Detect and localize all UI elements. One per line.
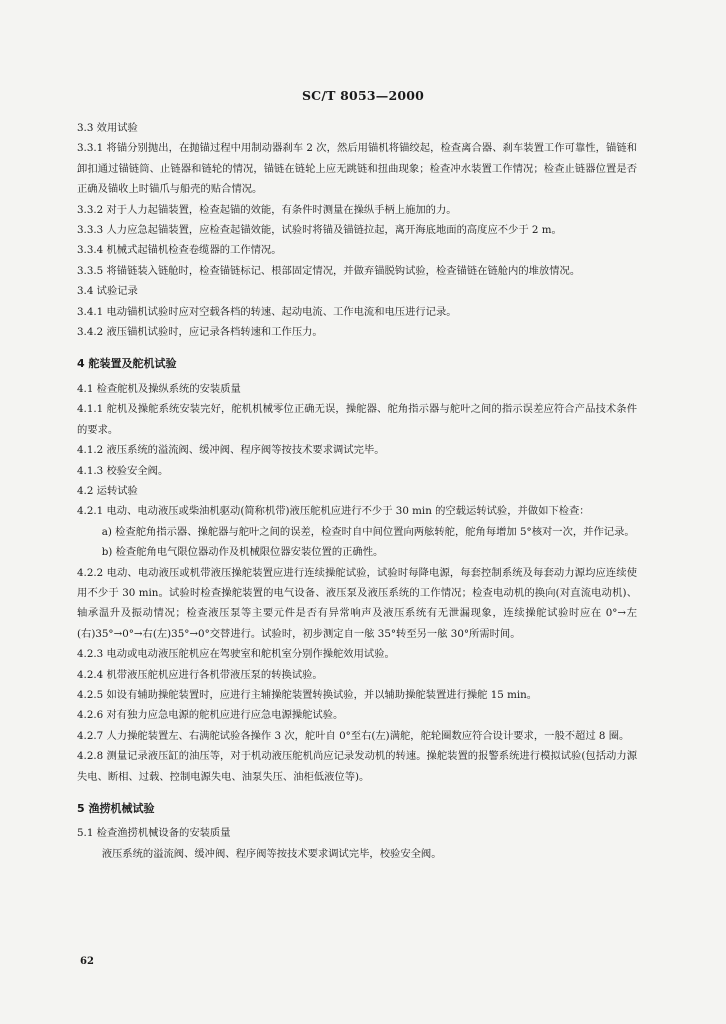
clause-paragraph: 4.2.7 人力操舵装置左、右满舵试验各操作 3 次，舵叶自 0°至右(左)满舵，舵轮圈数应符合设计要求，一般不超过 8 圈。 [77,729,630,742]
section-heading: 5.1 检查渔捞机械设备的安装质量 [77,827,231,840]
clause-paragraph: 3.3.5 将锚链装入链舱时，检查锚链标记、根部固定情况，并做弃锚脱钩试验，检查锚链在链舱内的堆放情况。 [77,264,581,277]
section-heading: 3.4 试验记录 [77,285,138,298]
chapter-heading: 4 舵装置及舵机试验 [77,357,177,371]
clause-paragraph: 4.2.2 电动、电动液压或机带液压操舵装置应进行连续操舵试验，试验时每降电源，每套控制系统及每套动力源均应连续使用不少于 30 min。试验时检查操舵装置的电气设备、液压泵及液压系统的工作情况；检查电动机的换向(对直流电动机)、轴承温升及振动情况；检查液压泵等主要元件是否有异常响声及液压系统有无泄漏现象，连续操舵试验时应在 0°→左(右)35°→0°→右(左)35°→0°交替进行。试验时，初步测定自一舷 35°转至另一舷 30°所需时间。 [77,566,637,640]
clause-paragraph: 4.2.8 测量记录液压缸的油压等，对于机动液压舵机尚应记录发动机的转速。操舵装置的报警系统进行模拟试验(包括动力源失电、断相、过载、控制电源失电、油泵失压、油柜低液位等)。 [77,750,637,783]
section-heading: 4.1 检查舵机及操纵系统的安装质量 [77,382,241,395]
clause-paragraph: 3.4.2 液压锚机试验时，应记录各档转速和工作压力。 [77,326,323,339]
chapter-heading: 5 渔捞机械试验 [77,802,155,815]
clause-paragraph: 4.2.3 电动或电动液压舵机应在驾驶室和舵机室分别作操舵效用试验。 [77,648,395,661]
clause-paragraph: 4.2.1 电动、电动液压或柴油机驱动(简称机带)液压舵机应进行不少于 30 min 的空载运转试验，并做如下检查： [77,505,590,518]
clause-paragraph: 4.2.4 机带液压舵机应进行各机带液压泵的转换试验。 [77,668,323,681]
clause-paragraph: 3.3.4 机械式起锚机检查卷缆器的工作情况。 [77,244,282,257]
clause-paragraph: 4.1.1 舵机及操舵系统安装完好，舵机机械零位正确无误，操舵器、舵角指示器与舵叶之间的指示误差应符合产品技术条件的要求。 [77,403,637,436]
page-number: 62 [80,956,94,967]
clause-paragraph: 3.4.1 电动锚机试验时应对空载各档的转速、起动电流、工作电流和电压进行记录。 [77,305,457,318]
clause-paragraph: 3.3.1 将锚分别抛出，在抛锚过程中用制动器刹车 2 次，然后用锚机将锚绞起，检查离合器、刹车装置工作可靠性，锚链和卸扣通过锚链筒、止链器和链轮的情况，锚链在链轮上应无跳链和扭曲现象；检查冲水装置工作情况；检查止链器位置是否正确及锚收上时锚爪与船壳的贴合情况。 [77,142,637,196]
clause-paragraph: 4.2.5 如设有辅助操舵装置时，应进行主辅操舵装置转换试验，并以辅助操舵装置进行操舵 15 min。 [77,688,538,701]
list-item: a) 检查舵角指示器、操舵器与舵叶之间的误差，检查时自中间位置向两舷转舵，舵角每增加 5°核对一次，并作记录。 [101,525,635,538]
clause-paragraph: 3.3.2 对于人力起锚装置，检查起锚的效能，有条件时测量在操纵手柄上施加的力。 [77,203,457,216]
section-heading: 4.2 运转试验 [77,484,138,497]
clause-paragraph: 4.1.3 校验安全阀。 [77,464,169,477]
clause-paragraph: 3.3.3 人力应急起锚装置，应检查起锚效能，试验时将锚及锚链拉起，离开海底地面的高度应不少于 2 m。 [77,224,562,237]
section-heading: 3.3 效用试验 [77,122,138,134]
list-item: b) 检查舵角电气限位器动作及机械限位器安装位置的正确性。 [101,546,384,559]
standard-header: SC/T 8053—2000 [301,88,425,103]
clause-paragraph: 4.2.6 对有独力应急电源的舵机应进行应急电源操舵试验。 [77,709,344,722]
clause-paragraph: 液压系统的溢流阀、缓冲阀、程序阀等按技术要求调试完毕，校验安全阀。 [101,847,442,860]
document-body [77,118,637,864]
clause-paragraph: 4.1.2 液压系统的溢流阀、缓冲阀、程序阀等按技术要求调试完毕。 [77,444,385,457]
